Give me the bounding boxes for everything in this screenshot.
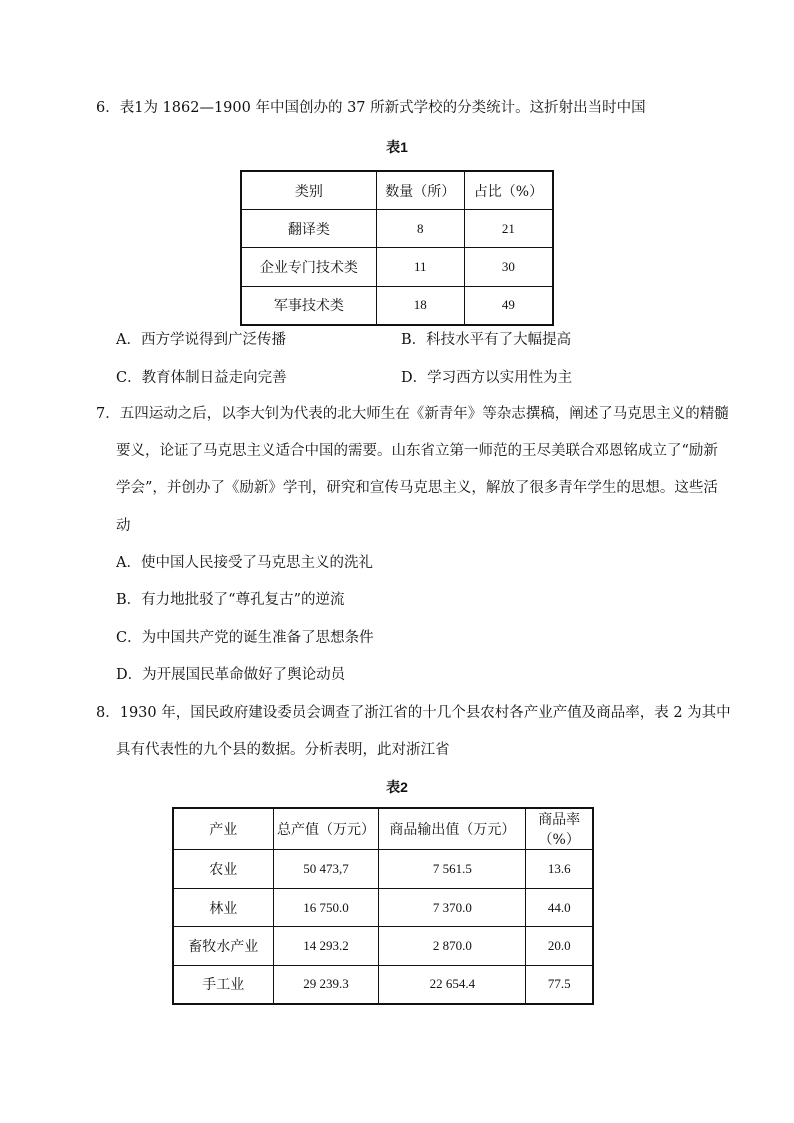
- table-cell: 翻译类: [241, 210, 376, 248]
- q7-line-4: 动: [116, 518, 131, 534]
- table-row: [173, 965, 593, 1004]
- table-header-row: [173, 808, 593, 850]
- table-cell: 11: [376, 248, 464, 286]
- table-cell: 8: [376, 210, 464, 248]
- table-cell: 16 750.0: [273, 888, 379, 926]
- table-cell: 77.5: [526, 965, 593, 1004]
- q8-line-2: 具有代表性的九个县的数据。分析表明，此对浙江省: [116, 742, 450, 758]
- table1: [240, 170, 554, 326]
- table-row: [241, 286, 553, 325]
- q6-option-a: A．西方学说得到广泛传播: [116, 332, 286, 348]
- table-row: [173, 927, 593, 965]
- header-cell: 类别: [241, 171, 376, 210]
- q8-line-1: 8．1930 年，国民政府建设委员会调查了浙江省的十几个县农村各产业产值及商品率，表 2 为其中: [96, 705, 731, 721]
- table-cell: 7 561.5: [379, 850, 526, 888]
- table-cell: 7 370.0: [379, 888, 526, 926]
- header-cell: 商品率（%）: [526, 808, 593, 850]
- table-cell: 13.6: [526, 850, 593, 888]
- q7-option-d: D．为开展国民革命做好了舆论动员: [116, 667, 346, 683]
- table-cell: 30: [464, 248, 553, 286]
- q7-line-3: 学会”，并创办了《励新》学刊，研究和宣传马克思主义，解放了很多青年学生的思想。这些活: [116, 480, 718, 496]
- q7-line-1: 7．五四运动之后，以李大钊为代表的北大师生在《新青年》等杂志撰稿，阐述了马克思主义的精髓: [96, 406, 729, 422]
- header-cell: 占比（%）: [464, 171, 553, 210]
- table-cell: 手工业: [173, 965, 273, 1004]
- table-cell: 林业: [173, 888, 273, 926]
- table-cell: 20.0: [526, 927, 593, 965]
- q7-option-c: C．为中国共产党的诞生准备了思想条件: [116, 630, 374, 646]
- table1-caption: 表1: [386, 139, 408, 155]
- table-row: [173, 850, 593, 888]
- header-cell: 数量（所）: [376, 171, 464, 210]
- table-cell: 22 654.4: [379, 965, 526, 1004]
- table-cell: 18: [376, 286, 464, 325]
- table-cell: 21: [464, 210, 553, 248]
- table2: [172, 807, 594, 1005]
- table-cell: 44.0: [526, 888, 593, 926]
- q6-option-b: B．科技水平有了大幅提高: [401, 332, 572, 348]
- table-cell: 2 870.0: [379, 927, 526, 965]
- q7-option-b: B．有力地批驳了“尊孔复古”的逆流: [116, 592, 345, 608]
- header-cell: 总产值（万元）: [273, 808, 379, 850]
- table-cell: 49: [464, 286, 553, 325]
- table-row: [173, 888, 593, 926]
- q7-option-a: A．使中国人民接受了马克思主义的洗礼: [116, 555, 373, 571]
- header-cell: 产业: [173, 808, 273, 850]
- table-cell: 50 473,7: [273, 850, 379, 888]
- table-cell: 农业: [173, 850, 273, 888]
- table-cell: 29 239.3: [273, 965, 379, 1004]
- table-cell: 企业专门技术类: [241, 248, 376, 286]
- table-row: [241, 248, 553, 286]
- table-cell: 14 293.2: [273, 927, 379, 965]
- q6-stem: 6．表1为 1862—1900 年中国创办的 37 所新式学校的分类统计。这折射出当时中国: [96, 100, 646, 116]
- table-cell: 畜牧水产业: [173, 927, 273, 965]
- q6-option-d: D．学习西方以实用性为主: [401, 370, 573, 386]
- q6-option-c: C．教育体制日益走向完善: [116, 370, 287, 386]
- header-cell: 商品输出值（万元）: [379, 808, 526, 850]
- table-header-row: [241, 171, 553, 210]
- table2-caption: 表2: [386, 779, 408, 795]
- table-cell: 军事技术类: [241, 286, 376, 325]
- q7-line-2: 要义，论证了马克思主义适合中国的需要。山东省立第一师范的王尽美联合邓恩铭成立了“励新: [116, 443, 718, 459]
- table-row: [241, 210, 553, 248]
